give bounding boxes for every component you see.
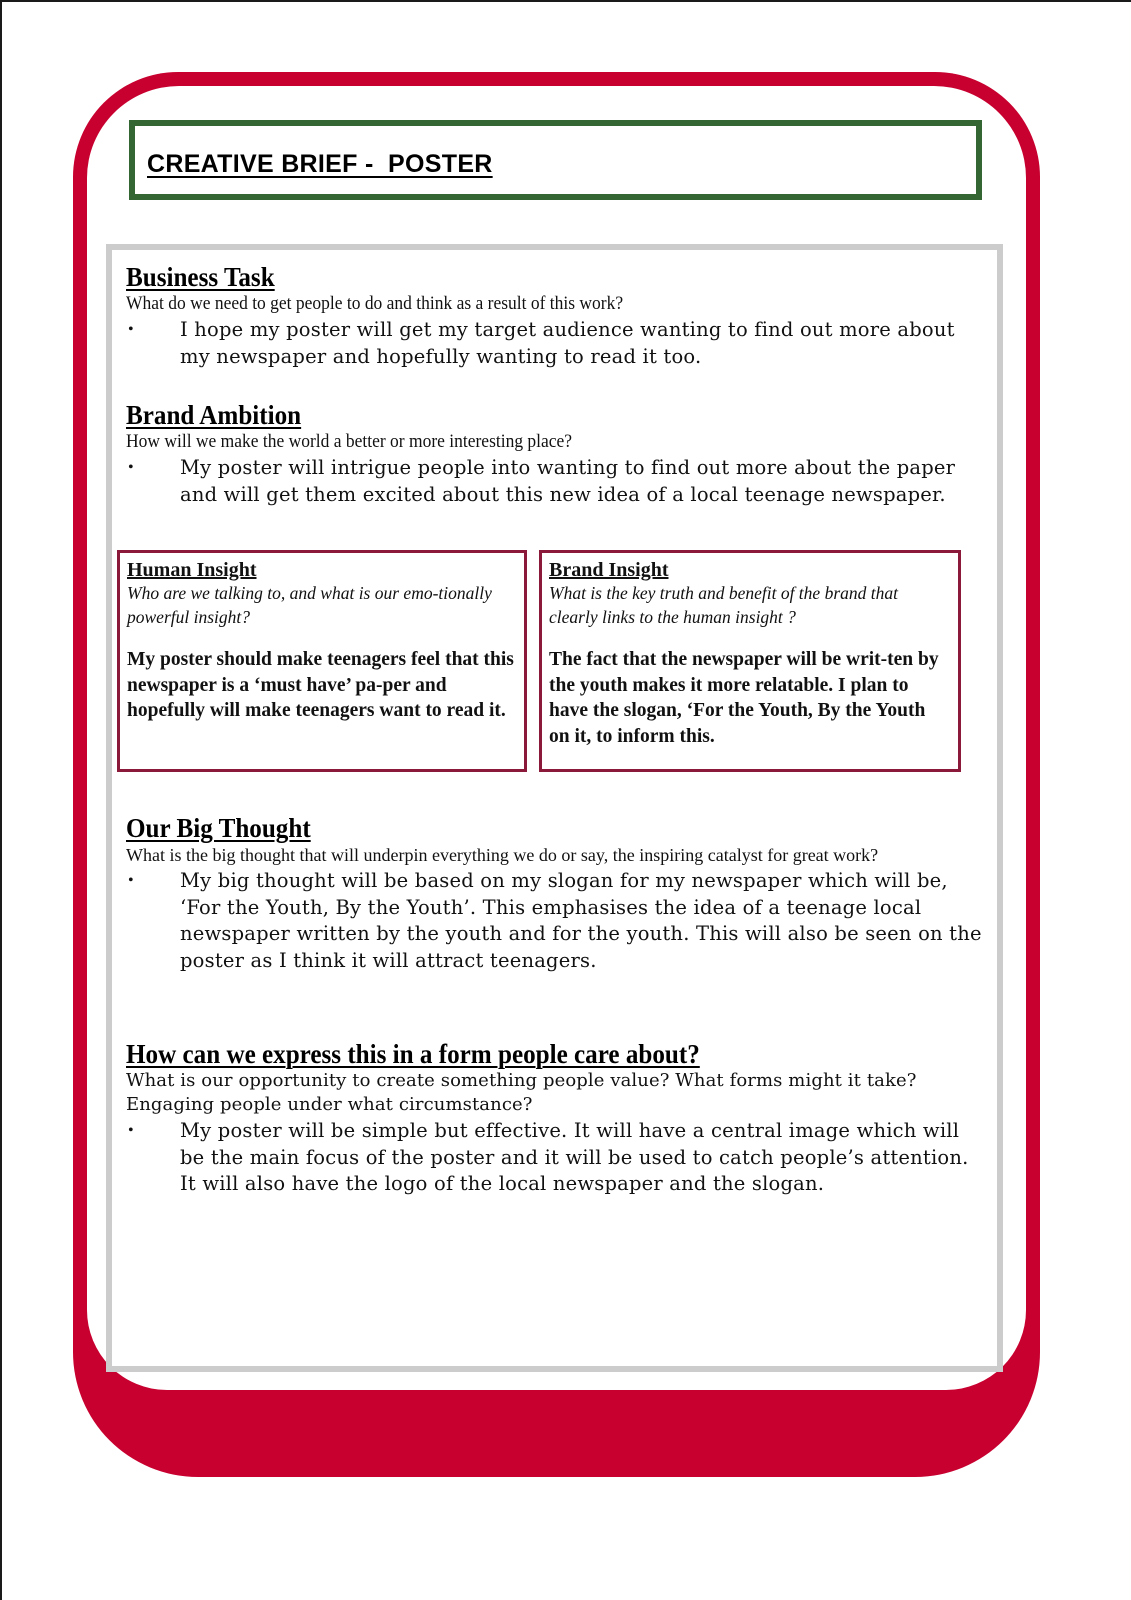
brand-insight-box: [539, 550, 961, 772]
bullet-item: [126, 455, 983, 508]
insight-answer: The fact that the newspaper will be writ-ten by the youth makes it more relatable. I plan to have the slogan, ‘For the Youth, By the Youth on it, to inform this.: [549, 649, 939, 747]
bullet-icon: •: [128, 459, 134, 476]
section-heading: Brand Ambition: [126, 400, 302, 430]
title-box: [129, 120, 982, 200]
human-insight-box: [117, 550, 527, 772]
section-brand-ambition: [126, 400, 983, 508]
bullet-item: [126, 317, 983, 370]
section-heading: How can we express this in a form people care about?: [126, 1039, 700, 1069]
section-answer: My poster will be simple but effective. It will have a central image which will be the main focus of the poster and it will be used to catch people’s attention. It will also have the logo of the local newspaper and the slogan.: [180, 1119, 969, 1195]
section-answer: My poster will intrigue people into wanting to find out more about the paper and will get them excited about this new idea of a local teenage newspaper.: [180, 456, 956, 506]
insight-heading: Human Insight: [127, 559, 257, 581]
section-answer: I hope my poster will get my target audience wanting to find out more about my newspaper and hopefully wanting to read it too.: [180, 318, 955, 368]
section-question: What do we need to get people to do and think as a result of this work?: [126, 293, 624, 314]
section-big-thought: [126, 813, 983, 974]
insight-question: What is the key truth and benefit of the brand that clearly links to the human insight ?: [549, 583, 898, 627]
section-heading: Business Task: [126, 262, 275, 292]
section-question: How will we make the world a better or more interesting place?: [126, 431, 573, 452]
section-heading: Our Big Thought: [126, 813, 311, 843]
insight-question: Who are we talking to, and what is our emo-tionally powerful insight?: [127, 583, 492, 627]
content-panel: [106, 244, 1003, 1372]
bullet-icon: •: [128, 872, 134, 889]
bullet-icon: •: [128, 321, 134, 338]
section-express-form: [126, 1039, 983, 1198]
bullet-item: [126, 868, 983, 974]
bullet-icon: •: [128, 1122, 134, 1139]
section-question: What is the big thought that will underpin everything we do or say, the inspiring catalyst for great work?: [126, 845, 879, 865]
insight-answer: My poster should make teenagers feel that this newspaper is a ‘must have’ pa-per and hopefully will make teenagers want to read it.: [127, 649, 514, 721]
insight-heading: Brand Insight: [549, 559, 669, 581]
section-answer: My big thought will be based on my slogan for my newspaper which will be, ‘For the Youth, By the Youth’. This emphasises the idea of a teenage local newspaper written by the youth and for the youth. This will also be seen on the poster as I think it will attract teenagers.: [180, 869, 982, 972]
section-business-task: [126, 262, 983, 370]
section-question: What is our opportunity to create something people value? What forms might it take? Engaging people under what circumstance?: [126, 1070, 917, 1115]
bullet-item: [126, 1118, 983, 1198]
page-title: CREATIVE BRIEF - POSTER: [147, 150, 493, 178]
